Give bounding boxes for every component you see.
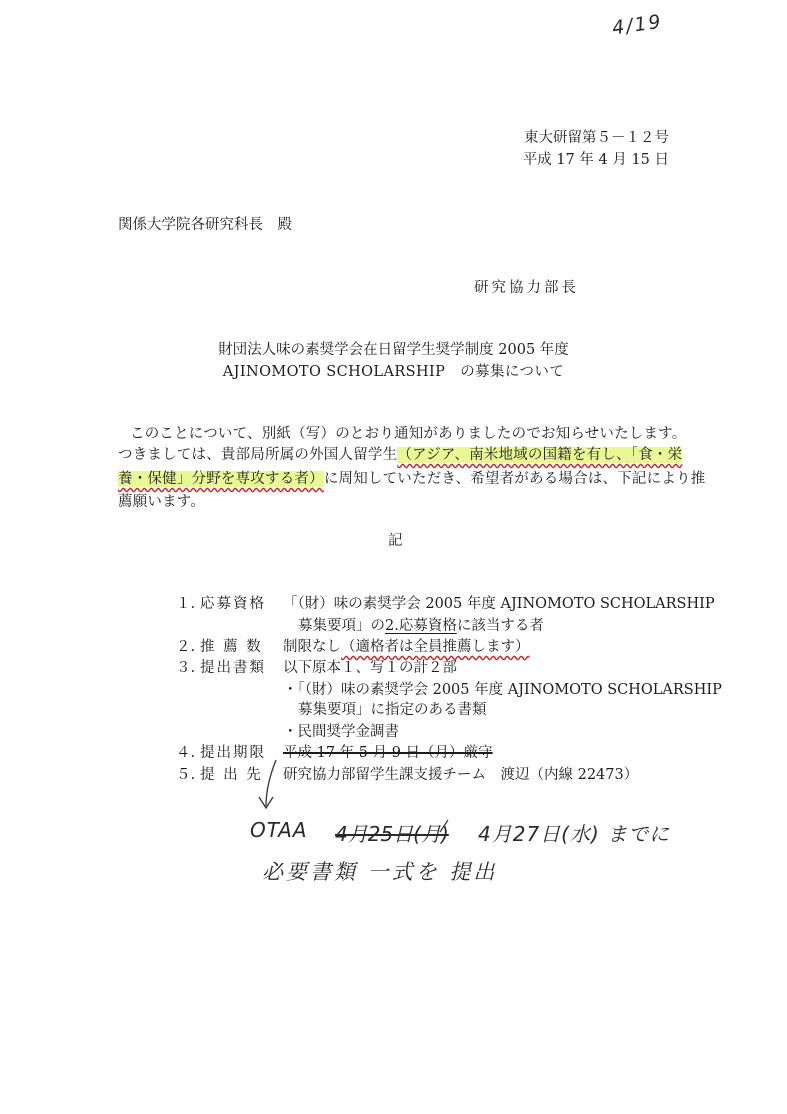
item-5-label: 提 出 先 <box>200 767 263 783</box>
body-paragraph-2-line-2 <box>118 470 705 489</box>
item-1-sub-prefix: 募集要項」の <box>298 618 385 634</box>
item-5-number: ５. <box>176 767 196 783</box>
item-4-label: 提出期限 <box>200 745 266 761</box>
para2-prefix: つきましては、貴部局所属の外国人留学生 <box>118 447 398 463</box>
item-4-number: ４. <box>176 745 196 761</box>
highlighted-eligibility-1: （アジア、南米地域の国籍を有し、「食・栄 <box>397 447 683 463</box>
item-1-value: 「（財）味の素奨学会 2005 年度 AJINOMOTO SCHOLARSHIP <box>283 596 715 612</box>
item-1-sub-suffix: に該当する者 <box>456 618 544 634</box>
item-1-subline <box>298 614 544 635</box>
title-line-1: 財団法人味の素奨学会在日留学生奨学制度 2005 年度 <box>218 342 569 358</box>
body-paragraph-2-line-1 <box>118 446 682 465</box>
handwritten-struck-date: 4月25日(月) <box>335 822 449 846</box>
body-paragraph-1: このことについて、別紙（写）のとおり通知がありましたのでお知らせいたします。 <box>130 426 687 442</box>
body-paragraph-2-line-3: 薦願います。 <box>118 494 206 510</box>
item-4-value <box>283 741 493 762</box>
item-3-sub-2: 募集要項」に指定のある書類 <box>298 702 487 718</box>
handwritten-new-deadline: 4月27日(水) までに <box>478 822 671 846</box>
page-note-handwritten: 4/19 <box>610 10 664 40</box>
handwritten-submit-note: 必要書類 一式を 提出 <box>262 860 498 884</box>
item-4-struck-date: 平成 17 年 5 月 9 日（月） <box>283 745 464 761</box>
item-1-label: 応募資格 <box>200 596 266 612</box>
item-3-number: ３. <box>176 660 196 676</box>
item-2-value <box>283 635 530 656</box>
item-4-tail: 厳守 <box>463 745 493 761</box>
para3-suffix: に周知していただき、希望者がある場合は、下記により推 <box>323 471 706 487</box>
sender: 研究協力部長 <box>474 280 579 296</box>
item-1-sub-underlined: 2.応募資格 <box>385 618 457 634</box>
highlighted-eligibility-2: 養・保健」分野を専攻する者） <box>118 471 324 487</box>
item-3-value: 以下原本１、写１の計２部 <box>283 660 457 676</box>
title-line-2: AJINOMOTO SCHOLARSHIP の募集について <box>222 364 565 380</box>
item-2-value-prefix: 制限なし <box>283 639 341 655</box>
document-date: 平成 17 年 4 月 15 日 <box>522 152 669 168</box>
addressee: 関係大学院各研究科長 殿 <box>118 217 292 233</box>
handwritten-otaa: OTAA <box>250 818 308 842</box>
item-1-number: １. <box>176 596 196 612</box>
item-2-number: ２. <box>176 639 196 655</box>
document-number: 東大研留第５－１２号 <box>524 130 669 146</box>
item-5-value: 研究協力部留学生課支援チーム 渡辺（内線 22473） <box>283 767 639 783</box>
ki-heading: 記 <box>388 533 403 549</box>
item-2-label: 推 薦 数 <box>200 639 263 655</box>
item-3-sub-1: ・「（財）味の素奨学会 2005 年度 AJINOMOTO SCHOLARSHIP <box>283 682 722 698</box>
item-2-value-underlined: （適格者は全員推薦します） <box>341 639 530 655</box>
item-3-sub-3: ・民間奨学金調書 <box>283 724 399 740</box>
item-3-label: 提出書類 <box>200 660 266 676</box>
